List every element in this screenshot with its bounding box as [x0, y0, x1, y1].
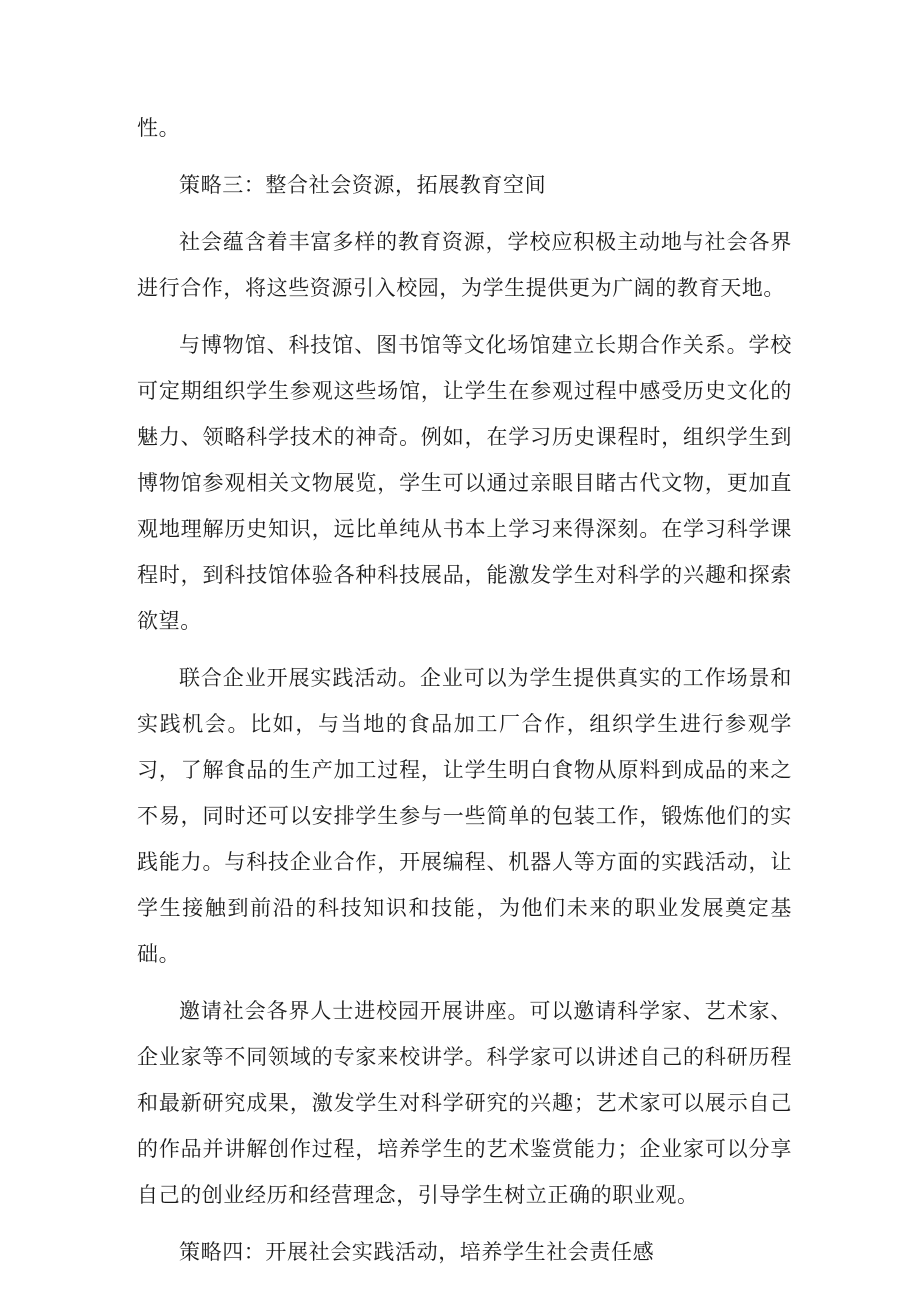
- section-heading-strategy-4: 策略四：开展社会实践活动，培养学生社会责任感: [179, 1240, 655, 1264]
- section-heading-strategy-3: 策略三：整合社会资源，拓展教育空间: [179, 173, 547, 197]
- paragraph-social-resources: 社会蕴含着丰富多样的教育资源，学校应积极主动地与社会各界进行合作，将这些资源引入校园，为学生提供更为广阔的教育天地。: [137, 230, 792, 300]
- paragraph-continuation: 性。: [137, 116, 181, 140]
- paragraph-expert-lectures: 邀请社会各界人士进校园开展讲座。可以邀请科学家、艺术家、企业家等不同领域的专家来校讲学。科学家可以讲述自己的科研历程和最新研究成果，激发学生对科学研究的兴趣；艺术家可以展示自己的作品并讲解创作过程，培养学生的艺术鉴赏能力；企业家可以分享自己的创业经历和经营理念，引导学生树立正确的职业观。: [137, 999, 792, 1207]
- paragraph-enterprise-practice: 联合企业开展实践活动。企业可以为学生提供真实的工作场景和实践机会。比如，与当地的食品加工厂合作，组织学生进行参观学习，了解食品的生产加工过程，让学生明白食物从原料到成品的来之不易，同时还可以安排学生参与一些简单的包装工作，锻炼他们的实践能力。与科技企业合作，开展编程、机器人等方面的实践活动，让学生接触到前沿的科技知识和技能，为他们未来的职业发展奠定基础。: [137, 666, 792, 966]
- paragraph-museum-cooperation: 与博物馆、科技馆、图书馆等文化场馆建立长期合作关系。学校可定期组织学生参观这些场馆，让学生在参观过程中感受历史文化的魅力、领略科学技术的神奇。例如，在学习历史课程时，组织学生到博物馆参观相关文物展览，学生可以通过亲眼目睹古代文物，更加直观地理解历史知识，远比单纯从书本上学习来得深刻。在学习科学课程时，到科技馆体验各种科技展品，能激发学生对科学的兴趣和探索欲望。: [137, 333, 792, 633]
